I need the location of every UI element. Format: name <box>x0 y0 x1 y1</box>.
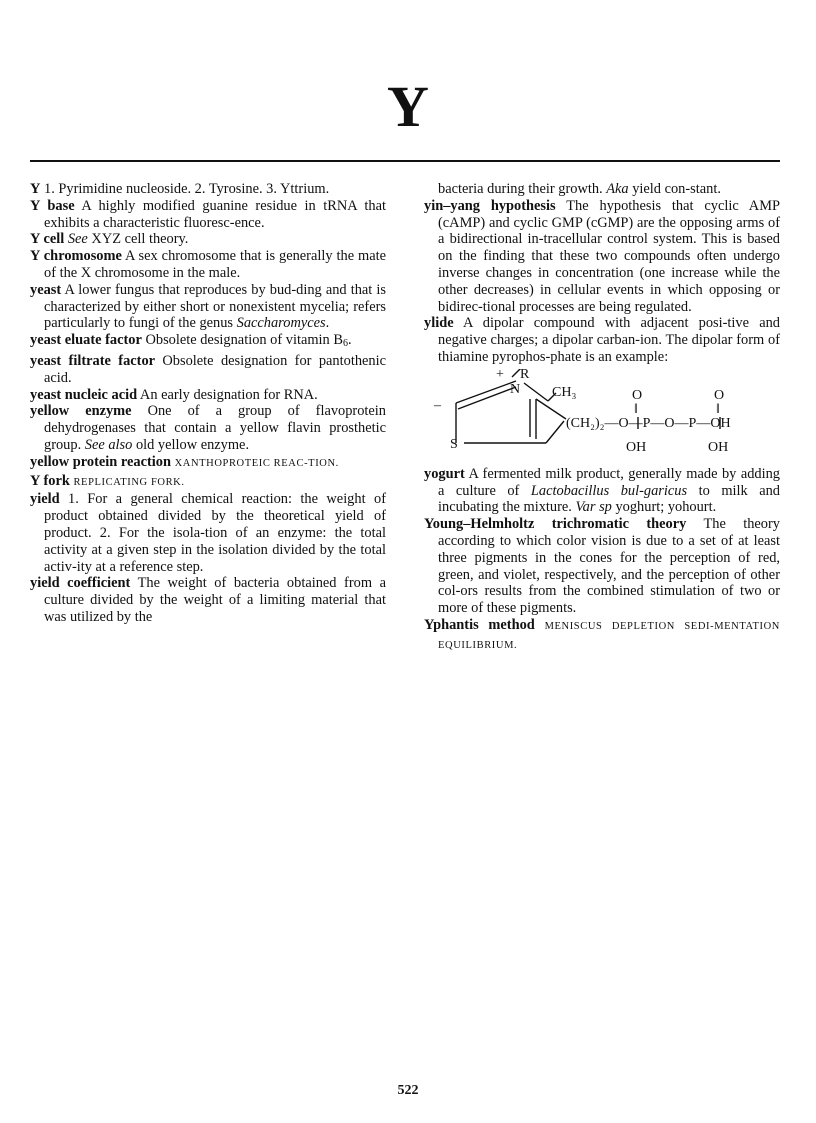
entry-yphantis-method: Yphantis method MENISCUS DEPLETION SEDI-MENTATION EQUILIBRIUM. <box>424 616 780 651</box>
entry-yield-coefficient: yield coefficient The weight of bacteria obtained from a culture divided by the weight of a limiting material that was utilized by the <box>30 575 386 625</box>
formula-sulfur: S <box>450 436 458 452</box>
formula-methyl: CH₃ <box>552 384 577 400</box>
formula-chain: (CH₂)₂—O—P—O—P—OH <box>566 415 731 431</box>
entry-y-fork: Y fork REPLICATING FORK. <box>30 472 185 489</box>
thiamine-pyrophosphate-ylide-structure <box>424 369 780 464</box>
formula-double-bond-2: ‖ <box>716 401 720 417</box>
formula-plus: + <box>496 368 504 382</box>
entry-yellow-protein-reaction: yellow protein reaction XANTHOPROTEIC REAC-TION. <box>30 453 339 470</box>
entry-yogurt: yogurt A fermented milk product, generally made by adding a culture of Lactobacillus bul-garicus to milk and incubating the mixture. Var sp yoghurt; yohourt. <box>424 465 780 516</box>
entry-y-chromosome: Y chromosome A sex chromosome that is generally the mate of the X chromosome in the male. <box>30 248 386 281</box>
entry-yin-yang-hypothesis: yin–yang hypothesis The hypothesis that cyclic AMP (cAMP) and cyclic GMP (cGMP) are the opposing arms of a bidirectional in-tracellular control system. This is based on the finding that these two compounds often undergo inverse changes in concentration (one increase while the other decreases) in cellular events in which opposing or bidirec-tional processes are being regulated. <box>424 197 780 315</box>
formula-double-bond-1: ‖ <box>634 401 638 417</box>
formula-oxygen-2: O <box>714 387 725 403</box>
entry-y-cell: Y cell See XYZ cell theory. <box>30 231 189 248</box>
entry-yeast-nucleic-acid: yeast nucleic acid An early designation for RNA. <box>30 386 318 403</box>
entry-yield-coefficient-continued: bacteria during their growth. Aka yield con-stant. <box>438 181 721 197</box>
formula-minus: – <box>434 397 441 413</box>
page-letter-heading: Y <box>387 74 429 139</box>
entry-y: Y 1. Pyrimidine nucleoside. 2. Tyrosine. 3. Yttrium. <box>30 181 330 197</box>
formula-hydroxyl-2: OH <box>708 439 729 455</box>
entry-yellow-enzyme: yellow enzyme One of a group of flavoprotein dehydrogenases that contain a yellow flavin prosthetic group. See also old yellow enzyme. <box>30 403 387 453</box>
page-number: 522 <box>397 1083 419 1098</box>
header-rule <box>30 160 780 162</box>
right-column <box>424 181 780 655</box>
entry-yeast-filtrate-factor: yeast filtrate factor Obsolete designation for pantothenic acid. <box>30 352 386 386</box>
left-column <box>30 181 386 626</box>
formula-r-group: R <box>520 368 530 382</box>
formula-nitrogen: N <box>510 381 521 397</box>
entry-y-base: Y base A highly modified guanine residue in tRNA that exhibits a characteristic fluoresc-ence. <box>30 197 386 231</box>
formula-hydroxyl-1: OH <box>626 439 647 455</box>
entry-yield: yield 1. For a general chemical reaction: the weight of product obtained divided by the theoretical yield of product. 2. For the isola-tion of an enzyme: the total activity at a given step in the isolation divided by the total activ-ity at a reference step. <box>30 491 386 575</box>
entry-young-helmholtz-theory: Young–Helmholtz trichromatic theory The theory according to which color vision is due to a set of at least three pigments in the cones for the perception of red, green, and violet, respectively, and the perception of other col-ors results from the combined stimulation of two or more of these pigments. <box>424 516 780 617</box>
formula-oxygen-1: O <box>632 387 643 403</box>
entry-yeast-eluate-factor: yeast eluate factor Obsolete designation of vitamin $B_6$. <box>30 332 352 350</box>
entry-ylide: ylide A dipolar compound with adjacent posi-tive and negative charges; a dipolar carban-ion. The dipolar form of thiamine pyrophos-phate is an example: <box>424 315 780 365</box>
entry-yeast: yeast A lower fungus that reproduces by bud-ding and that is characterized by either short or nonexistent mycelia; refers particularly to fungi of the genus Saccharomyces. <box>30 281 386 332</box>
